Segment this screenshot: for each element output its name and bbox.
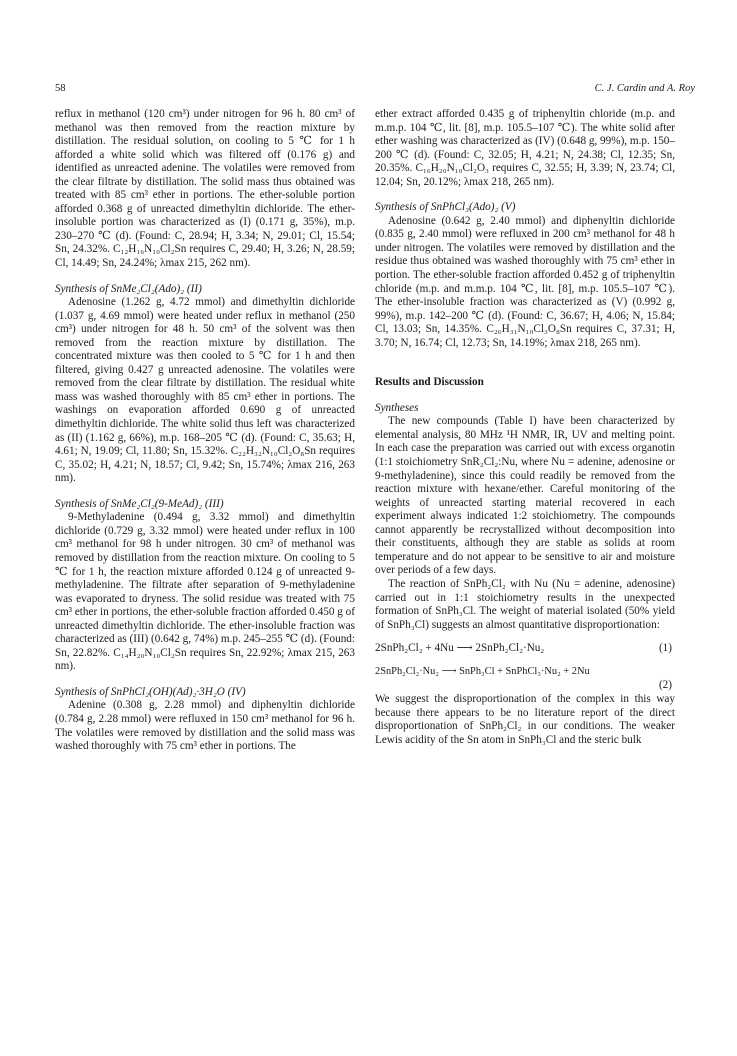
paragraph: 9-Methyladenine (0.494 g, 3.32 mmol) and dimethyltin dichloride (0.729 g, 3.32 mmol) were heated under reflux in 100 cm³ methanol for 98 h under nitrogen. 30 cm³ of methanol was removed by distillation from the reaction mixture. On cooling to 5 ℃ for 1 h, the reaction mixture afforded 0.124 g of unreacted 9-methyladenine. The filtrate after separation of 9-methyladenine was evaporated to dryness. The solid residue was treated with 75 cm³ ether in portions, the ether-soluble fraction afforded 0.450 g of unreacted dimethyltin dichloride. The ether-insoluble fraction was characterized as (III) (0.642 g, 74%) m.p. 245–255 ℃ (d). (Found: Sn, 22.82%. C₁₄H₂₀N₁₀Cl₂Sn requires Sn, 22.92%; λmax 215, 263 nm). — [55, 511, 355, 673]
paragraph: Adenine (0.308 g, 2.28 mmol) and diphenyltin dichloride (0.784 g, 2.28 mmol) were refluxed in 150 cm³ methanol for 96 h. The volatiles were removed by distillation and the solid mass was washed thoroughly with 75 cm³ ether in portions. The — [55, 699, 355, 753]
equation-number: (2) — [658, 679, 672, 692]
section-heading: Synthesis of SnMe₂Cl₂(Ado)₂ (II) — [55, 282, 202, 295]
paragraph: ether extract afforded 0.435 g of triphenyltin chloride (m.p. and m.m.p. 104 ℃, lit. [8], m.p. 105.5–107 ℃). The white solid after ether washing was characterized as (IV) (0.648 g, 99%), m.p. 150–200 ℃ (d). (Found: C, 32.05; H, 4.21; N, 24.38; Cl, 12.35; Sn, 20.35%. C₁₆H₂₀N₁₀Cl₂O₃ requires C, 32.55; H, 3.39; N, 23.74; Cl, 12.04; Sn, 20.12%; λmax 218, 265 nm). — [375, 108, 675, 188]
paragraph: reflux in methanol (120 cm³) under nitrogen for 96 h. 80 cm³ of methanol was then removed from the reaction mixture by distillation. The residual solution, on cooling to 5 ℃ for 1 h afforded a white solid which was filtered off (0.176 g) and identified as unreacted adenine. The volatiles were removed from the clear filtrate by distillation. The solid mass thus obtained was treated with 85 cm³ ether in portions. The ether-soluble portion afforded 0.368 g of unreacted dimethyltin dichloride. The ether-insoluble portion was characterized as (I) (0.171 g, 35%), m.p. 230–270 ℃ (d). (Found: C, 28.94; H, 3.34; N, 29.01; Cl, 15.54; Sn, 24.32%. C₁₂H₁₆N₁₀Cl₂Sn requires C, 29.40; H, 3.26; N, 28.59; Cl, 14.49; Sn, 24.24%; λmax 215, 262 nm). — [55, 108, 355, 270]
section-heading: Synthesis of SnMe₂Cl₂(9-MeAd)₂ (III) — [55, 497, 224, 510]
equation-body: 2SnPh₂Cl₂ + 4Nu ⟶ 2SnPh₂Cl₂·Nu₂ — [375, 642, 545, 655]
equation-2 — [375, 665, 675, 693]
paragraph: Adenosine (1.262 g, 4.72 mmol) and dimethyltin dichloride (1.037 g, 4.69 mmol) were heated under reflux in methanol (250 cm³) under nitrogen for 48 h. 50 cm³ of the solvent was then removed from the reaction mixture by distillation. The concentrated mixture was then cooled to 5 ℃ for 1 h and then filtered, giving 0.427 g unreacted adenosine. The volatiles were removed from the clear filtrate by distillation. The residual white mass was washed thoroughly with 85 cm³ ether in portions. The washings on evaporation afforded 0.690 g of unreacted dimethyltin dichloride. The white solid thus left was characterized as (II) (1.162 g, 66%), m.p. 168–205 ℃ (d). (Found: C, 35.63; H, 4.61; N, 19.09; Cl, 11.80; Sn, 15.32%. C₂₂H₃₂N₁₀Cl₂O₈Sn requires C, 35.02; H, 4.21; N, 18.57; Cl, 9.42; Sn, 15.74%; λmax 216, 263 nm). — [55, 296, 355, 485]
paragraph: We suggest the disproportionation of the complex in this way because there appears to be no literature report of the direct disproportionation of SnPh₂Cl₂ in our conditions. The weaker Lewis acidity of the Sn atom in SnPh₃Cl and the steric bulk — [375, 693, 675, 746]
running-header — [55, 83, 695, 99]
paragraph: The new compounds (Table I) have been characterized by elemental analysis, 80 MHz ¹H NMR, IR, UV and melting point. In each case the preparation was carried out with excess organotin (1:1 stoichiometry SnR₂Cl₂:Nu, where Nu = adenine, adenosine or 9-methyladenine), since this could readily be removed from the reaction mixture with hexane/ether. Careful monitoring of the weights of unreacted starting material recovered in each experiment always indicated 1:2 stoichiometry. The compounds cannot apparently be recrystallized without decomposition into their constituents, although they are stable as solids at room temperature and do not appear to be sensitive to air and moisture over periods of a few days. — [375, 415, 675, 577]
equation-1 — [375, 642, 675, 657]
right-column — [375, 108, 675, 747]
equation-body: 2SnPh₂Cl₂·Nu₂ ⟶ SnPh₃Cl + SnPhCl₃·Nu₂ + 2Nu — [375, 666, 590, 678]
paragraph: The reaction of SnPh₂Cl₂ with Nu (Nu = adenine, adenosine) carried out in 1:1 stoichiometry results in the unexpected formation of SnPh₃Cl. The weight of material isolated (50% yield of SnPh₃Cl) suggests an almost quantitative disproportionation: — [375, 577, 675, 631]
paragraph: Adenosine (0.642 g, 2.40 mmol) and diphenyltin dichloride (0.835 g, 2.40 mmol) were refluxed in 200 cm³ methanol for 48 h under nitrogen. The volatiles were removed by distillation and the residue thus obtained was washed thoroughly with 75 cm³ ether in portion. The ether-soluble fraction afforded 0.452 g of triphenyltin chloride (m.p. and m.m.p. 104 ℃, lit. [8], m.p. 105.5–107 ℃). The ether-insoluble fraction was characterized as (V) (0.992 g, 99%), m.p. 142–200 ℃ (d). (Found: C, 36.67; H, 4.06; N, 15.84; Cl, 13.03; Sn, 14.35%. C₂₆H₃₁N₁₀Cl₃O₈Sn requires C, 37.31; H, 3.70; N, 16.74; Cl, 12.73; Sn, 14.19%; λmax 218, 265 nm). — [375, 214, 675, 349]
subsection-heading: Syntheses — [375, 401, 419, 414]
section-heading: Synthesis of SnPhCl₂(OH)(Ad)₂·3H₂O (IV) — [55, 685, 246, 698]
section-heading: Synthesis of SnPhCl₃(Ado)₂ (V) — [375, 201, 516, 214]
results-heading: Results and Discussion — [375, 376, 484, 389]
page-number: 58 — [55, 83, 66, 94]
author-header: C. J. Cardin and A. Roy — [594, 83, 695, 94]
left-column — [55, 108, 355, 754]
equation-number: (1) — [658, 642, 672, 655]
